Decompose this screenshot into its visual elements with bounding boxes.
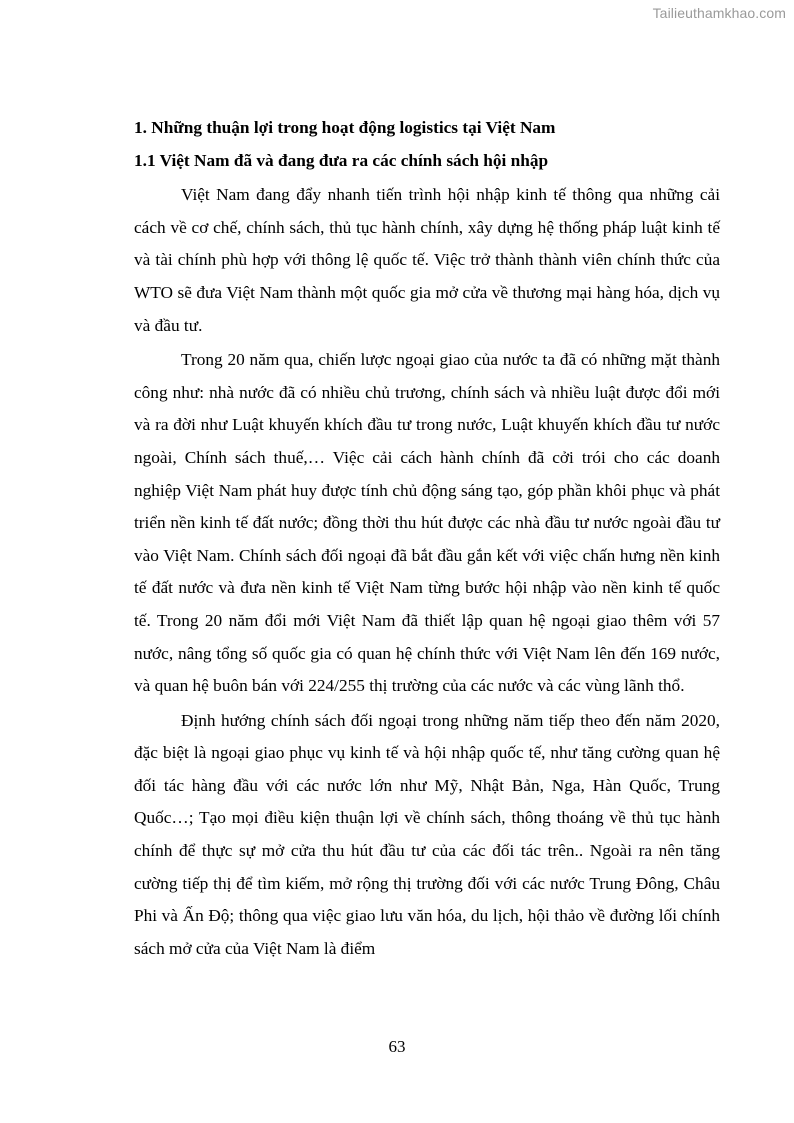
page-content bbox=[134, 112, 720, 965]
paragraph-2: Trong 20 năm qua, chiến lược ngoại giao của nước ta đã có những mặt thành công như: nhà nước đã có nhiều chủ trương, chính sách và nhiều luật được đổi mới và ra đời như Luật khuyến khích đầu tư trong nước, Luật khuyến khích đầu tư nước ngoài, Chính sách thuế,… Việc cải cách hành chính đã cởi trói cho các doanh nghiệp Việt Nam phát huy được tính chủ động sáng tạo, góp phần khôi phục và phát triển nền kinh tế đất nước; đồng thời thu hút được các nhà đầu tư nước ngoài đầu tư vào Việt Nam. Chính sách đối ngoại đã bắt đầu gắn kết với việc chấn hưng nền kinh tế đất nước và đưa nền kinh tế Việt Nam từng bước hội nhập vào nền kinh tế quốc tế. Trong 20 năm đổi mới Việt Nam đã thiết lập quan hệ ngoại giao thêm với 57 nước, nâng tổng số quốc gia có quan hệ chính thức với Việt Nam lên đến 169 nước, và quan hệ buôn bán với 224/255 thị trường của các nước và các vùng lãnh thổ. bbox=[134, 350, 720, 696]
paragraph-3: Định hướng chính sách đối ngoại trong những năm tiếp theo đến năm 2020, đặc biệt là ngoại giao phục vụ kinh tế và hội nhập quốc tế, như tăng cường quan hệ đối tác hàng đầu với các nước lớn như Mỹ, Nhật Bản, Nga, Hàn Quốc, Trung Quốc…; Tạo mọi điều kiện thuận lợi về chính sách, thông thoáng về thủ tục hành chính để thực sự mở cửa thu hút đầu tư của các đối tác trên.. Ngoài ra nên tăng cường tiếp thị để tìm kiếm, mở rộng thị trường đối với các nước Trung Đông, Châu Phi và Ấn Độ; thông qua việc giao lưu văn hóa, du lịch, hội thảo về đường lối chính sách mở cửa của Việt Nam là điểm bbox=[134, 710, 720, 958]
section-heading: 1. Những thuận lợi trong hoạt động logistics tại Việt Nam bbox=[134, 118, 556, 137]
watermark: Tailieuthamkhao.com bbox=[652, 5, 786, 21]
paragraph-1: Việt Nam đang đẩy nhanh tiến trình hội nhập kinh tế thông qua những cải cách về cơ chế, chính sách, thủ tục hành chính, xây dựng hệ thống pháp luật kinh tế và tài chính phù hợp với thông lệ quốc tế. Việc trở thành thành viên chính thức của WTO sẽ đưa Việt Nam thành một quốc gia mở cửa về thương mại hàng hóa, dịch vụ và đầu tư. bbox=[134, 185, 720, 335]
page-number: 63 bbox=[388, 1037, 406, 1056]
subsection-heading: 1.1 Việt Nam đã và đang đưa ra các chính sách hội nhập bbox=[134, 150, 549, 170]
